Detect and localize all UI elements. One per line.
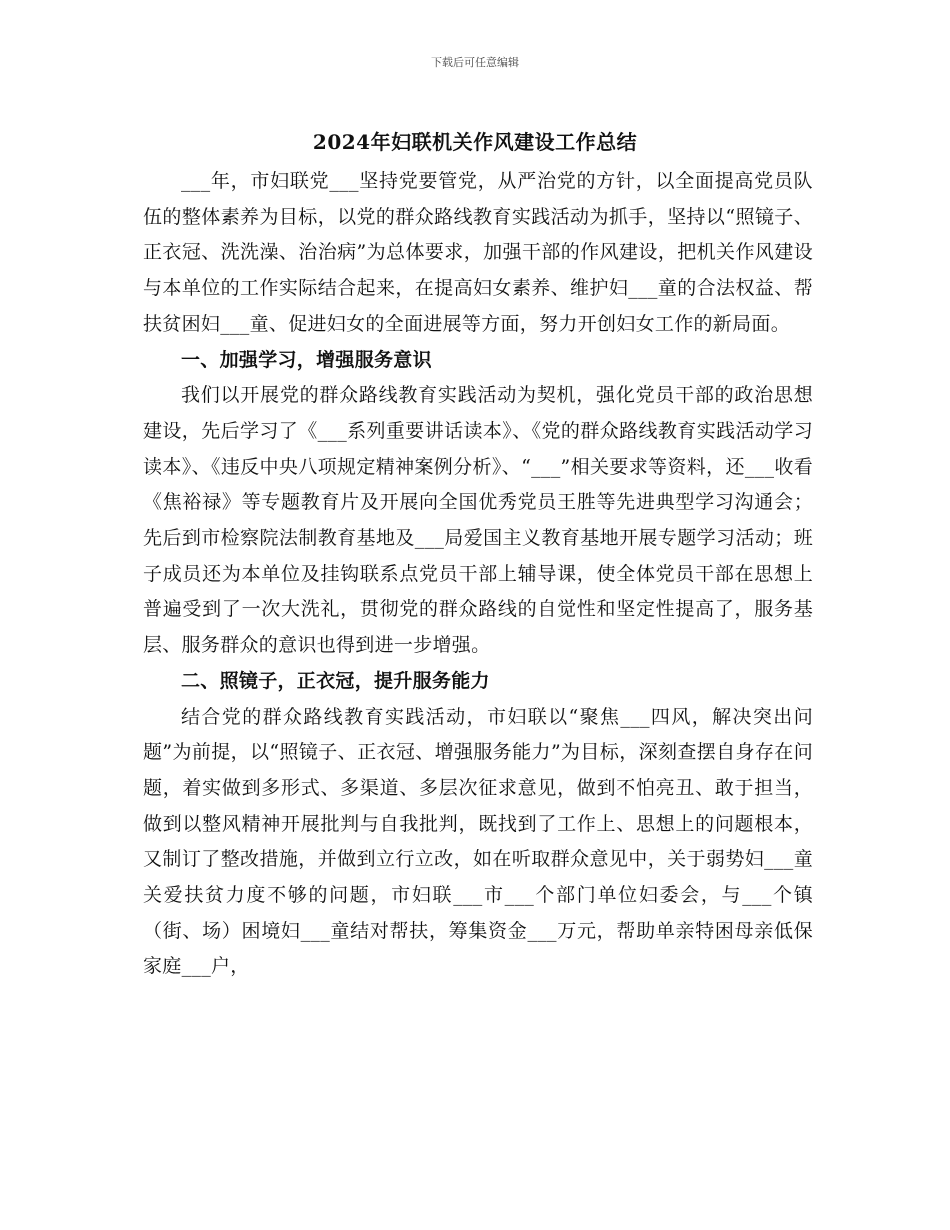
section-heading-2: 二、照镜子，正衣冠，提升服务能力 [181, 669, 490, 692]
section-paragraph-2: 结合党的群众路线教育实践活动，市妇联以“聚焦___四风，解决突出问题”为前提，以“照镜子、正衣冠、增强服务能力”为目标，深刻查摆自身存在问题，着实做到多形式、多渠道、多层次征求意见，做到不怕亮丑、敢于担当，做到以整风精神开展批判与自我批判，既找到了工作上、思想上的问题根本，又制订了整改措施，并做到立行立改，如在听取群众意见中，关于弱势妇___童关爱扶贫力度不够的问题，市妇联___市___个部门单位妇委会，与___个镇（街、场）困境妇___童结对帮扶，筹集资金___万元，帮助单亲特困母亲低保家庭___户， [143, 705, 813, 978]
document-body [143, 164, 813, 985]
section-heading-1: 一、加强学习，增强服务意识 [181, 348, 432, 371]
document-title: 2024年妇联机关作风建设工作总结 [312, 130, 638, 154]
intro-paragraph: ___年，市妇联党___坚持党要管党，从严治党的方针，以全面提高党员队伍的整体素养为目标，以党的群众路线教育实践活动为抓手，坚持以“照镜子、正衣冠、洗洗澡、治治病”为总体要求，加强干部的作风建设，把机关作风建设与本单位的工作实际结合起来，在提高妇女素养、维护妇___童的合法权益、帮扶贫困妇___童、促进妇女的全面进展等方面，努力开创妇女工作的新局面。 [143, 170, 813, 335]
header-note: 下载后可任意编辑 [431, 56, 519, 69]
section-paragraph-1: 我们以开展党的群众路线教育实践活动为契机，强化党员干部的政治思想建设，先后学习了《___系列重要讲话读本》、《党的群众路线教育实践活动学习读本》、《违反中央八项规定精神案例分析》、“___”相关要求等资料，还___收看《焦裕禄》等专题教育片及开展向全国优秀党员王胜等先进典型学习沟通会；先后到市检察院法制教育基地及___局爱国主义教育基地开展专题学习活动；班子成员还为本单位及挂钩联系点党员干部上辅导课，使全体党员干部在思想上普遍受到了一次大洗礼，贯彻党的群众路线的自觉性和坚定性提高了，服务基层、服务群众的意识也得到进一步增强。 [143, 384, 813, 657]
